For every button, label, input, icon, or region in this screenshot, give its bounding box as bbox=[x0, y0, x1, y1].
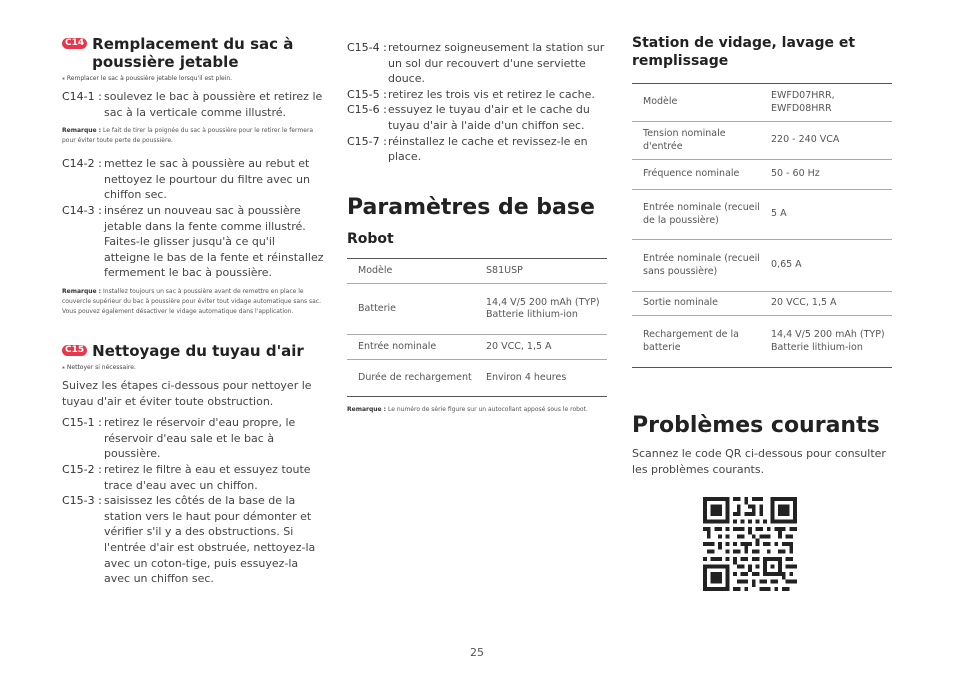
step-number: C14-3 : bbox=[62, 203, 102, 217]
c15-steps-continued bbox=[347, 40, 607, 165]
table-cell-label: Modèle bbox=[632, 84, 765, 122]
table-cell-label: Entrée nominale (recueil de la poussière) bbox=[632, 190, 765, 240]
robot-spec-table bbox=[347, 258, 607, 397]
step-number: C15-5 : bbox=[347, 87, 387, 101]
step-text: retirez le réservoir d'eau propre, le réservoir d'eau sale et le bac à poussière. bbox=[104, 416, 296, 461]
table-cell-value: 0,65 A bbox=[765, 240, 892, 292]
table-cell-label: Entrée nominale bbox=[347, 335, 480, 360]
step-c14-3 bbox=[62, 203, 324, 281]
table-cell-value: 20 VCC, 1,5 A bbox=[480, 335, 607, 360]
table-cell-label: Tension nominale d'entrée bbox=[632, 122, 765, 160]
section-c14-heading bbox=[62, 35, 324, 71]
section-intro: Suivez les étapes ci-dessous pour nettoyer le tuyau d'air et éviter toute obstruction. bbox=[62, 379, 312, 408]
table-row bbox=[632, 122, 892, 160]
remark-text: Installez toujours un sac à poussière avant de remettre en place le couvercle supérieur du bac à poussière pour éviter tout vidage automatique sans sac. Vous pouvez également désactiver le vidage automatique dans l'application. bbox=[62, 287, 322, 315]
remark bbox=[347, 405, 592, 415]
remark bbox=[62, 126, 324, 146]
problems-section bbox=[632, 412, 892, 483]
section-c14 bbox=[62, 35, 324, 327]
table-cell-value: 220 - 240 VCA bbox=[765, 122, 892, 160]
table-row bbox=[632, 292, 892, 316]
table-row bbox=[347, 259, 607, 284]
table-cell-value: 14,4 V/5 200 mAh (TYP) Batterie lithium-ion bbox=[480, 284, 607, 335]
step-text: soulevez le bac à poussière et retirez le sac à la verticale comme illustré. bbox=[104, 90, 323, 119]
section-c15-heading bbox=[62, 342, 324, 360]
step-c15-7 bbox=[347, 134, 607, 165]
section-note: ⁎ Remplacer le sac à poussière jetable lorsqu'il est plein. bbox=[62, 75, 233, 82]
step-text: mettez le sac à poussière au rebut et nettoyez le pourtour du filtre avec un chiffon sec. bbox=[104, 157, 311, 202]
step-number: C15-7 : bbox=[347, 134, 387, 148]
remark bbox=[62, 287, 324, 317]
step-number: C15-3 : bbox=[62, 494, 102, 508]
step-c15-5 bbox=[347, 87, 607, 103]
section-note: ⁎ Nettoyer si nécessaire. bbox=[62, 364, 136, 371]
step-number: C15-2 : bbox=[62, 462, 102, 476]
table-cell-value: S81USP bbox=[480, 259, 607, 284]
step-c15-1 bbox=[62, 415, 324, 462]
table-row bbox=[347, 335, 607, 360]
robot-title: Robot bbox=[347, 231, 394, 247]
table-cell-value: EWFD07HRR, EWFD08HRR bbox=[765, 84, 892, 122]
problems-title: Problèmes courants bbox=[632, 413, 880, 438]
table-cell-label: Batterie bbox=[347, 284, 480, 335]
table-row bbox=[632, 84, 892, 122]
step-text: retirez les trois vis et retirez le cache. bbox=[388, 87, 595, 101]
table-cell-label: Fréquence nominale bbox=[632, 160, 765, 190]
section-title: Remplacement du sac à poussière jetable bbox=[92, 35, 294, 71]
remark-text: Le numéro de série figure sur un autocollant apposé sous le robot. bbox=[388, 406, 588, 413]
step-text: insérez un nouveau sac à poussière jetable dans la fente comme illustré. Faites-le glisser jusqu'à ce qu'il atteigne le bas de la fente et réinstallez fermement le bac à poussière. bbox=[104, 203, 324, 280]
station-section bbox=[632, 34, 892, 368]
table-row bbox=[347, 284, 607, 335]
station-spec-table bbox=[632, 83, 892, 368]
table-row bbox=[632, 160, 892, 190]
step-c15-6 bbox=[347, 102, 607, 133]
step-c14-1 bbox=[62, 89, 324, 120]
remark-label: Remarque : bbox=[347, 406, 387, 413]
remark-label: Remarque : bbox=[62, 287, 102, 295]
step-text: saisissez les côtés de la base de la station vers le haut pour démonter et vérifier s'il y a des obstructions. Si l'entrée d'air est obstruée, nettoyez-la avec un coton-tige, puis essuyez-la avec un chiffon sec. bbox=[104, 494, 316, 586]
table-cell-value: Environ 4 heures bbox=[480, 360, 607, 397]
qr-code-icon[interactable] bbox=[703, 497, 797, 591]
table-cell-label: Rechargement de la batterie bbox=[632, 316, 765, 368]
step-c15-2 bbox=[62, 462, 324, 493]
table-row bbox=[632, 316, 892, 368]
step-text: essuyez le tuyau d'air et le cache du tuyau d'air à l'aide d'un chiffon sec. bbox=[388, 103, 590, 132]
page-title: Paramètres de base bbox=[347, 195, 595, 220]
section-badge: C15 bbox=[62, 345, 87, 356]
section-badge: C14 bbox=[62, 38, 87, 49]
table-cell-value: 50 - 60 Hz bbox=[765, 160, 892, 190]
table-cell-label: Entrée nominale (recueil sans poussière) bbox=[632, 240, 765, 292]
step-number: C15-6 : bbox=[347, 103, 387, 117]
table-cell-value: 5 A bbox=[765, 190, 892, 240]
page-number: 25 bbox=[470, 646, 484, 659]
table-row bbox=[632, 240, 892, 292]
remark-text: Le fait de tirer la poignée du sac à poussière pour le retirer le fermera pour éviter toute perte de poussière. bbox=[62, 127, 314, 145]
step-text: retournez soigneusement la station sur un sol dur recouvert d'une serviette douce. bbox=[388, 41, 605, 86]
step-number: C15-4 : bbox=[347, 41, 387, 54]
table-cell-label: Sortie nominale bbox=[632, 292, 765, 316]
table-cell-value: 20 VCC, 1,5 A bbox=[765, 292, 892, 316]
section-c15 bbox=[62, 342, 324, 587]
table-cell-label: Modèle bbox=[347, 259, 480, 284]
step-number: C15-1 : bbox=[62, 416, 102, 430]
basic-params bbox=[347, 194, 607, 425]
table-cell-label: Durée de rechargement bbox=[347, 360, 480, 397]
step-c15-3 bbox=[62, 493, 324, 587]
problems-text: Scannez le code QR ci-dessous pour consulter les problèmes courants. bbox=[632, 447, 886, 476]
step-text: réinstallez le cache et revissez-le en place. bbox=[388, 134, 588, 164]
station-title: Station de vidage, lavage et remplissage bbox=[632, 35, 856, 69]
table-cell-value: 14,4 V/5 200 mAh (TYP) Batterie lithium-ion bbox=[765, 316, 892, 368]
step-number: C14-1 : bbox=[62, 90, 102, 103]
step-number: C14-2 : bbox=[62, 157, 102, 171]
step-c15-4 bbox=[347, 40, 607, 87]
table-row bbox=[632, 190, 892, 240]
step-c14-2 bbox=[62, 156, 324, 203]
step-text: retirez le filtre à eau et essuyez toute trace d'eau avec un chiffon. bbox=[104, 462, 311, 492]
table-row bbox=[347, 360, 607, 397]
section-title: Nettoyage du tuyau d'air bbox=[92, 342, 304, 360]
remark-label: Remarque : bbox=[62, 127, 102, 135]
